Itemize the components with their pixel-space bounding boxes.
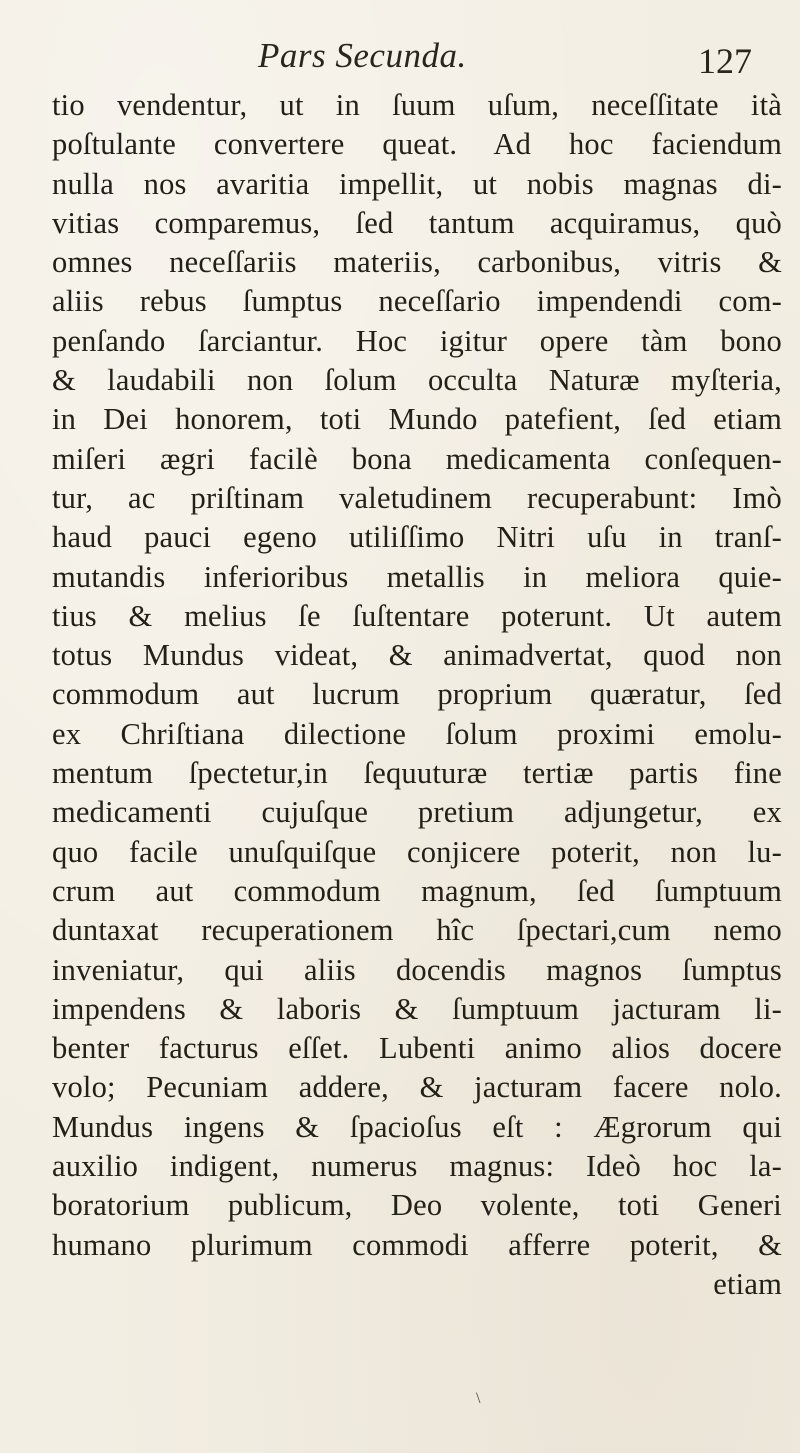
signature-mark: \ xyxy=(476,1390,481,1407)
text-line: in Dei honorem, toti Mundo patefient, ſed etiam xyxy=(52,402,782,437)
text-line: mutandis inferioribus metallis in meliora quie- xyxy=(52,559,782,594)
text-line: & laudabili non ſolum occulta Naturæ myſteria, xyxy=(52,363,782,398)
text-line: haud pauci egeno utiliſſimo Nitri uſu in tranſ- xyxy=(52,520,782,555)
text-line: poſtulante convertere queat. Ad hoc faciendum xyxy=(52,127,782,162)
text-line: ex Chriſtiana dilectione ſolum proximi emolu- xyxy=(52,716,782,751)
body-text xyxy=(52,86,782,1304)
text-line: medicamenti cujuſque pretium adjungetur, ex xyxy=(52,795,782,830)
text-line: volo; Pecuniam addere, & jacturam facere nolo. xyxy=(52,1070,782,1105)
text-line: penſando ſarciantur. Hoc igitur opere tàm bono xyxy=(52,323,782,358)
text-line: tur, ac priſtinam valetudinem recuperabunt: Imò xyxy=(52,480,782,515)
text-line: totus Mundus videat, & animadvertat, quod non xyxy=(52,638,782,673)
text-line: nulla nos avaritia impellit, ut nobis magnas di- xyxy=(52,166,782,201)
text-line: inveniatur, qui aliis docendis magnos ſumptus xyxy=(52,952,782,987)
text-line: auxilio indigent, numerus magnus: Ideò hoc la- xyxy=(52,1149,782,1184)
page-number: 127 xyxy=(698,41,752,81)
text-line: omnes neceſſariis materiis, carbonibus, vitris & xyxy=(52,245,782,280)
text-line: boratorium publicum, Deo volente, toti Generi xyxy=(52,1188,782,1223)
text-line: quo facile unuſquiſque conjicere poterit, non lu- xyxy=(52,834,782,869)
text-line: vitias comparemus, ſed tantum acquiramus, quò xyxy=(52,205,782,240)
text-line: commodum aut lucrum proprium quæratur, ſed xyxy=(52,677,782,712)
text-line: crum aut commodum magnum, ſed ſumptuum xyxy=(52,873,782,908)
catchword: etiam xyxy=(713,1266,782,1301)
text-line: duntaxat recuperationem hîc ſpectari,cum nemo xyxy=(52,913,782,948)
text-line: impendens & laboris & ſumptuum jacturam li- xyxy=(52,991,782,1026)
text-line: miſeri ægri facilè bona medicamenta conſequen- xyxy=(52,441,782,476)
text-line: mentum ſpectetur,in ſequuturæ tertiæ partis fine xyxy=(52,756,782,791)
text-line: Mundus ingens & ſpacioſus eſt : Ægrorum qui xyxy=(52,1109,782,1144)
text-line: aliis rebus ſumptus neceſſario impendendi com- xyxy=(52,284,782,319)
text-line: humano plurimum commodi afferre poterit, & xyxy=(52,1227,782,1262)
running-head: Pars Secunda. xyxy=(258,36,467,75)
text-line: benter facturus eſſet. Lubenti animo alios docere xyxy=(52,1031,782,1066)
text-line: tius & melius ſe ſuſtentare poterunt. Ut autem xyxy=(52,598,782,633)
text-line: tio vendentur, ut in ſuum uſum, neceſſitate ità xyxy=(52,88,782,122)
